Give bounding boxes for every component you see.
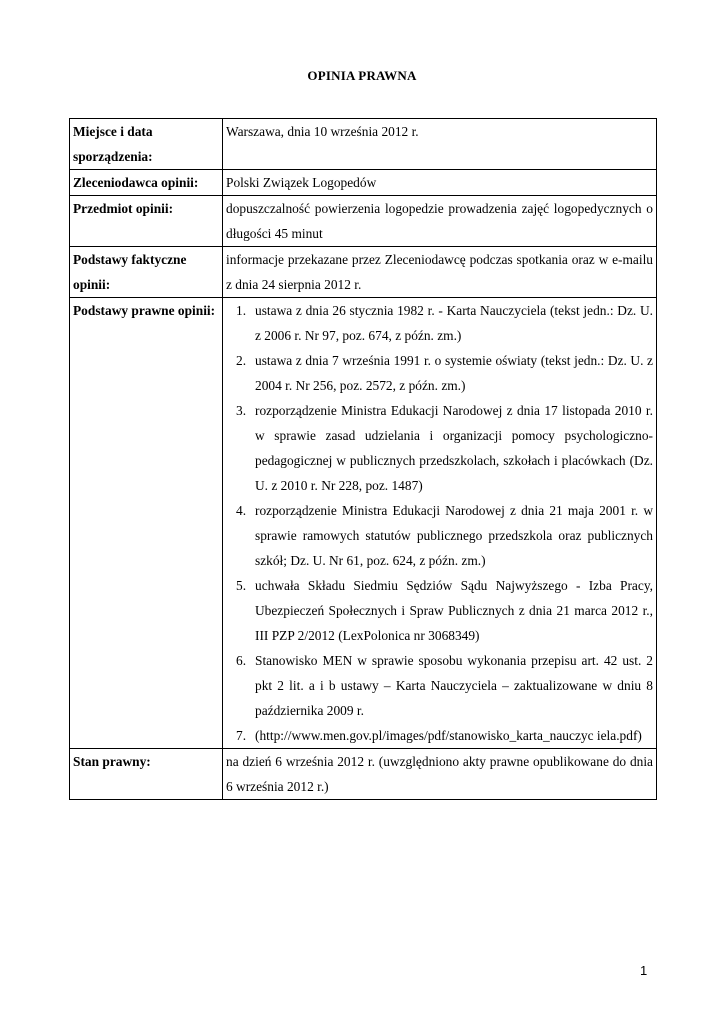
- list-item-number: 3.: [236, 403, 247, 418]
- row-value: Polski Związek Logopedów: [223, 170, 657, 196]
- list-item-text: ustawa z dnia 26 stycznia 1982 r. - Karta Nauczyciela (tekst jedn.: Dz. U. z 2006 r. Nr 97, poz. 674, z późn. zm.): [255, 303, 653, 343]
- list-item-text: ustawa z dnia 7 września 1991 r. o systemie oświaty (tekst jedn.: Dz. U. z 2004 r. Nr 256, poz. 2572, z późn. zm.): [255, 353, 653, 393]
- list-item-text: uchwała Składu Siedmiu Sędziów Sądu Najwyższego - Izba Pracy, Ubezpieczeń Społecznych i Spraw Publicznych z dnia 21 marca 2012 r., III PZP 2/2012 (LexPolonica nr 3068349): [255, 578, 653, 643]
- row-value: na dzień 6 września 2012 r. (uwzględniono akty prawne opublikowane do dnia 6 września 2012 r.): [223, 749, 657, 800]
- row-value: informacje przekazane przez Zleceniodawcę podczas spotkania oraz w e-mailu z dnia 24 sierpnia 2012 r.: [223, 247, 657, 298]
- page-number: 1: [640, 963, 648, 978]
- list-item-text: (http://www.men.gov.pl/images/pdf/stanowisko_karta_nauczyc iela.pdf): [255, 728, 642, 743]
- list-item-number: 2.: [236, 353, 247, 368]
- opinion-table: [69, 118, 657, 800]
- row-label: Miejsce i data sporządzenia:: [70, 119, 223, 170]
- list-item-number: 5.: [236, 578, 247, 593]
- table-row: [70, 119, 657, 170]
- row-label: Podstawy faktyczne opinii:: [70, 247, 223, 298]
- list-item-number: 7.: [236, 728, 247, 743]
- list-item-text: rozporządzenie Ministra Edukacji Narodowej z dnia 21 maja 2001 r. w sprawie ramowych statutów publicznego przedszkola oraz publicznych szkół; Dz. U. Nr 61, poz. 624, z późn. zm.): [255, 503, 653, 568]
- list-item-number: 4.: [236, 503, 247, 518]
- row-value: dopuszczalność powierzenia logopedzie prowadzenia zajęć logopedycznych o długości 45 minut: [223, 196, 657, 247]
- row-label: Zleceniodawca opinii:: [70, 170, 223, 196]
- page-title: OPINIA PRAWNA: [307, 68, 417, 83]
- list-item-text: rozporządzenie Ministra Edukacji Narodowej z dnia 17 listopada 2010 r. w sprawie zasad udzielania i organizacji pomocy psychologiczno-pedagogicznej w publicznych przedszkolach, szkołach i placówkach (Dz. U. z 2010 r. Nr 228, poz. 1487): [255, 403, 653, 493]
- list-item-number: 6.: [236, 653, 247, 668]
- row-label: Przedmiot opinii:: [70, 196, 223, 247]
- list-item-number: 1.: [236, 303, 247, 318]
- list-item: [226, 398, 653, 498]
- list-item: [226, 298, 653, 348]
- row-label: Podstawy prawne opinii:: [70, 298, 223, 749]
- row-label: Stan prawny:: [70, 749, 223, 800]
- table-row: [70, 247, 657, 298]
- table-row: [70, 298, 657, 749]
- table-row: [70, 170, 657, 196]
- list-item: [226, 648, 653, 723]
- row-value: Warszawa, dnia 10 września 2012 r.: [223, 119, 657, 170]
- list-item: [226, 723, 653, 748]
- list-item-text: Stanowisko MEN w sprawie sposobu wykonania przepisu art. 42 ust. 2 pkt 2 lit. a i b ustawy – Karta Nauczyciela – zaktualizowane w dniu 8 października 2009 r.: [255, 653, 653, 718]
- table-row: [70, 749, 657, 800]
- list-item: [226, 573, 653, 648]
- list-item: [226, 498, 653, 573]
- list-item: [226, 348, 653, 398]
- row-value-list: [223, 298, 657, 749]
- legal-bases-list: [226, 298, 653, 748]
- table-row: [70, 196, 657, 247]
